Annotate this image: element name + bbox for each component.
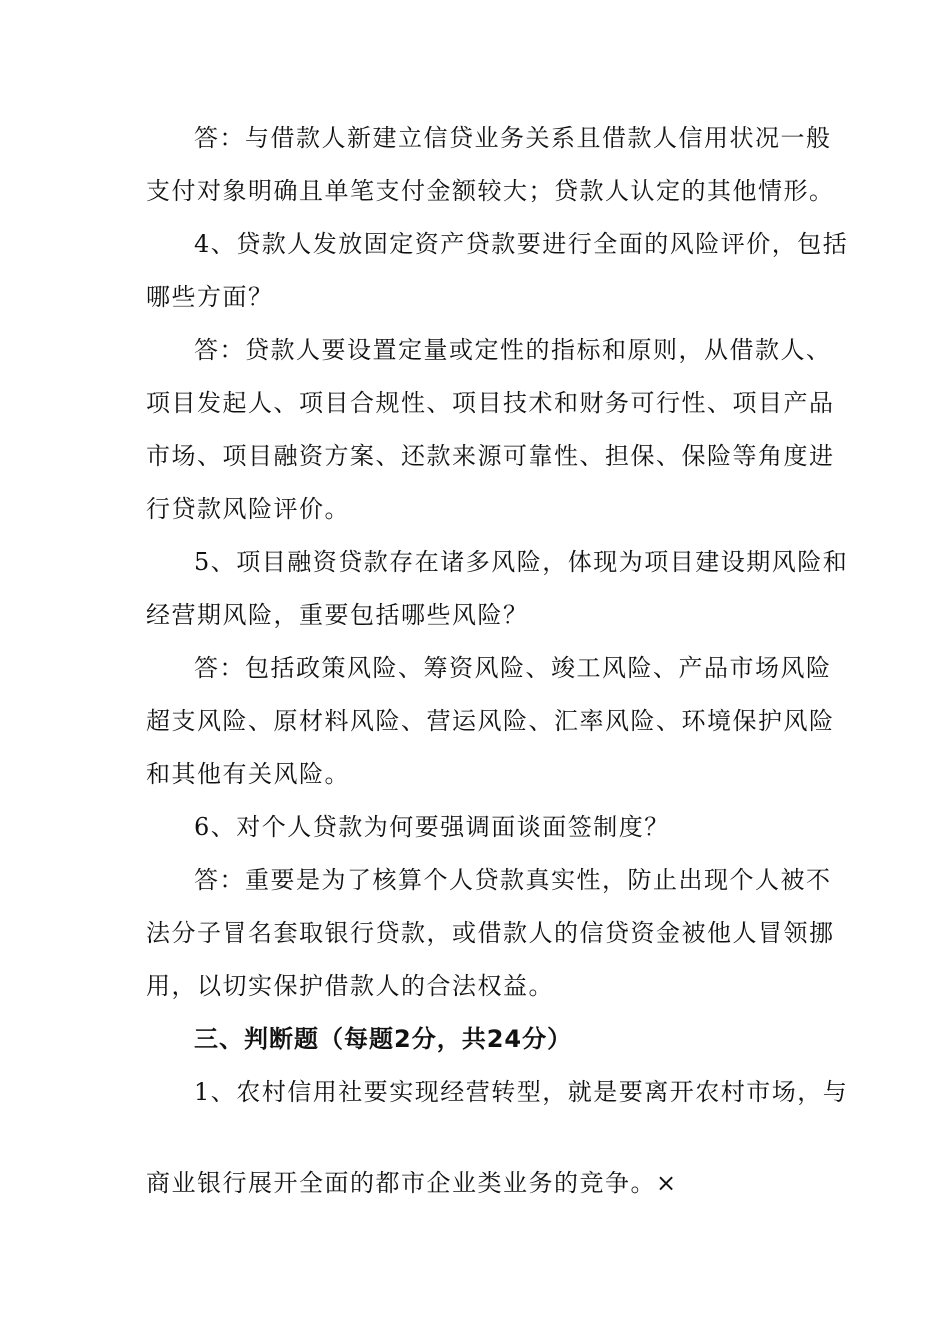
answer-6-line-3: 用，以切实保护借款人的合法权益。 [146,972,554,1000]
answer-3-line-1: 答：与借款人新建立信贷业务关系且借款人信用状况一般 [194,124,832,152]
answer-5-line-3: 和其他有关风险。 [146,760,350,788]
question-5-line-1: 5、项目融资贷款存在诸多风险，体现为项目建设期风险和 [194,548,849,576]
question-4-line-2: 哪些方面？ [146,283,274,311]
question-4-line-1: 4、贷款人发放固定资产贷款要进行全面的风险评价，包括 [194,230,849,258]
answer-4-line-1: 答：贷款人要设置定量或定性的指标和原则，从借款人、 [194,336,832,364]
answer-4-line-4: 行贷款风险评价。 [146,495,350,523]
judgment-1-line-2: 商业银行展开全面的都市企业类业务的竞争。× [146,1169,678,1197]
section-3-heading: 三、判断题（每题2分，共24分） [194,1025,573,1053]
answer-5-line-2: 超支风险、原材料风险、营运风险、汇率风险、环境保护风险 [146,707,835,735]
answer-3-line-2: 支付对象明确且单笔支付金额较大；贷款人认定的其他情形。 [146,177,835,205]
question-5-line-2: 经营期风险，重要包括哪些风险？ [146,601,529,629]
judgment-1-line-1: 1、农村信用社要实现经营转型，就是要离开农村市场，与 [194,1078,849,1106]
answer-5-line-1: 答：包括政策风险、筹资风险、竣工风险、产品市场风险 [194,654,832,682]
question-6-line-1: 6、对个人贷款为何要强调面谈面签制度？ [194,813,670,841]
answer-6-line-1: 答：重要是为了核算个人贷款真实性，防止出现个人被不 [194,866,832,894]
answer-6-line-2: 法分子冒名套取银行贷款，或借款人的信贷资金被他人冒领挪 [146,919,835,947]
answer-4-line-3: 市场、项目融资方案、还款来源可靠性、担保、保险等角度进 [146,442,835,470]
answer-4-line-2: 项目发起人、项目合规性、项目技术和财务可行性、项目产品 [146,389,835,417]
